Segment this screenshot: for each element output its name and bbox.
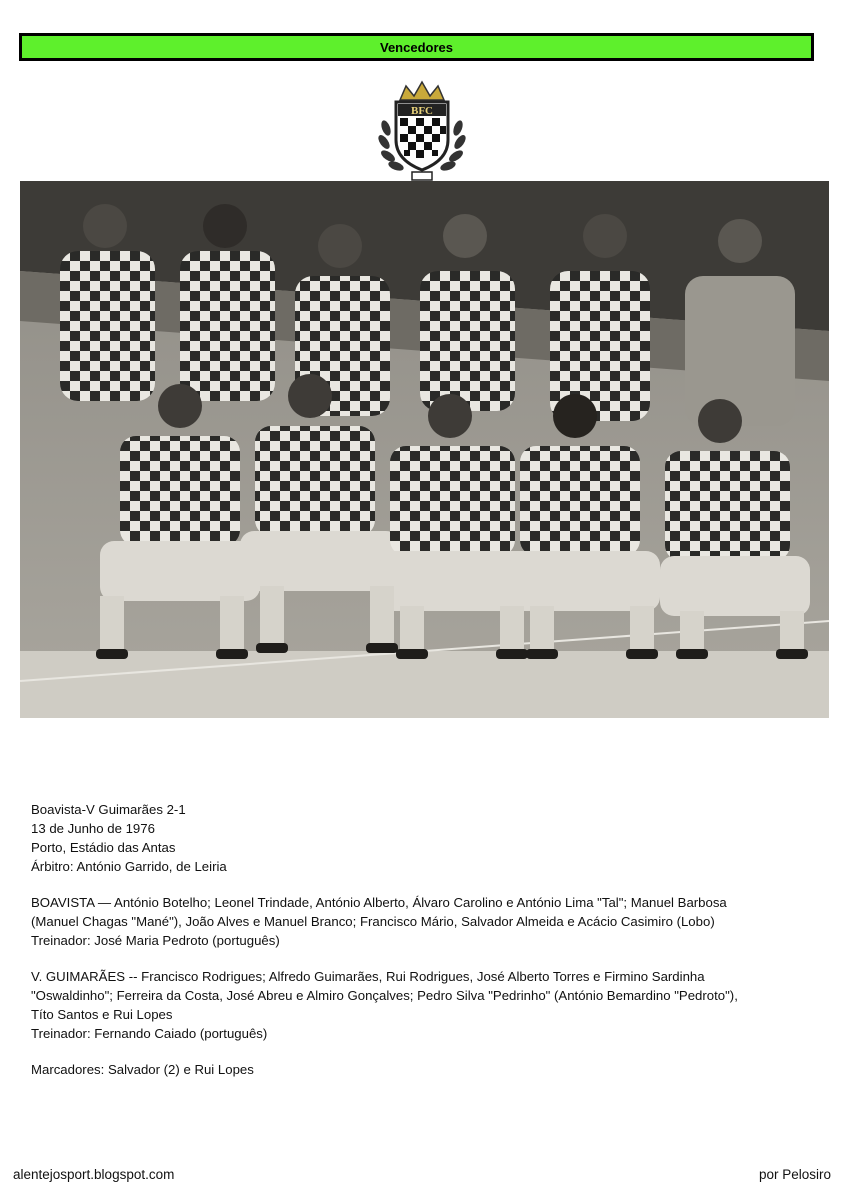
footer-author: por Pelosiro bbox=[758, 1167, 831, 1182]
match-referee: Árbitro: António Garrido, de Leiria bbox=[31, 859, 227, 874]
team-photo bbox=[20, 181, 829, 718]
scorers: Marcadores: Salvador (2) e Rui Lopes bbox=[31, 1062, 254, 1077]
boavista-lineup-line1: BOAVISTA — António Botelho; Leonel Trindade, António Alberto, Álvaro Carolino e António Lima "Tal"; Manuel Barbosa bbox=[31, 895, 727, 910]
match-report bbox=[31, 800, 821, 1079]
guimaraes-coach: Treinador: Fernando Caiado (português) bbox=[31, 1026, 268, 1041]
svg-text:BFC: BFC bbox=[411, 105, 433, 117]
match-result: Boavista-V Guimarães 2-1 bbox=[31, 802, 186, 817]
boavista-coach: Treinador: José Maria Pedroto (português) bbox=[31, 933, 280, 948]
footer-site-link[interactable]: alentejosport.blogspot.com bbox=[13, 1167, 175, 1182]
page-title: Vencedores bbox=[380, 39, 453, 55]
match-date: 13 de Junho de 1976 bbox=[31, 821, 155, 836]
boavista-crest-icon bbox=[376, 78, 468, 182]
match-venue: Porto, Estádio das Antas bbox=[31, 840, 176, 855]
boavista-lineup-line2: (Manuel Chagas "Mané"), João Alves e Manuel Branco; Francisco Mário, Salvador Almeida e Acácio Casimiro (Lobo) bbox=[31, 914, 715, 929]
guimaraes-lineup-line2: "Oswaldinho"; Ferreira da Costa, José Abreu e Almiro Gonçalves; Pedro Silva "Pedrinho" (António Bemardino "Pedroto"), bbox=[31, 988, 738, 1003]
guimaraes-lineup-line1: V. GUIMARÃES -- Francisco Rodrigues; Alfredo Guimarães, Rui Rodrigues, José Alberto Torres e Firmino Sardinha bbox=[31, 969, 705, 984]
guimaraes-lineup-line3: Títo Santos e Rui Lopes bbox=[31, 1007, 173, 1022]
title-banner bbox=[19, 33, 814, 61]
